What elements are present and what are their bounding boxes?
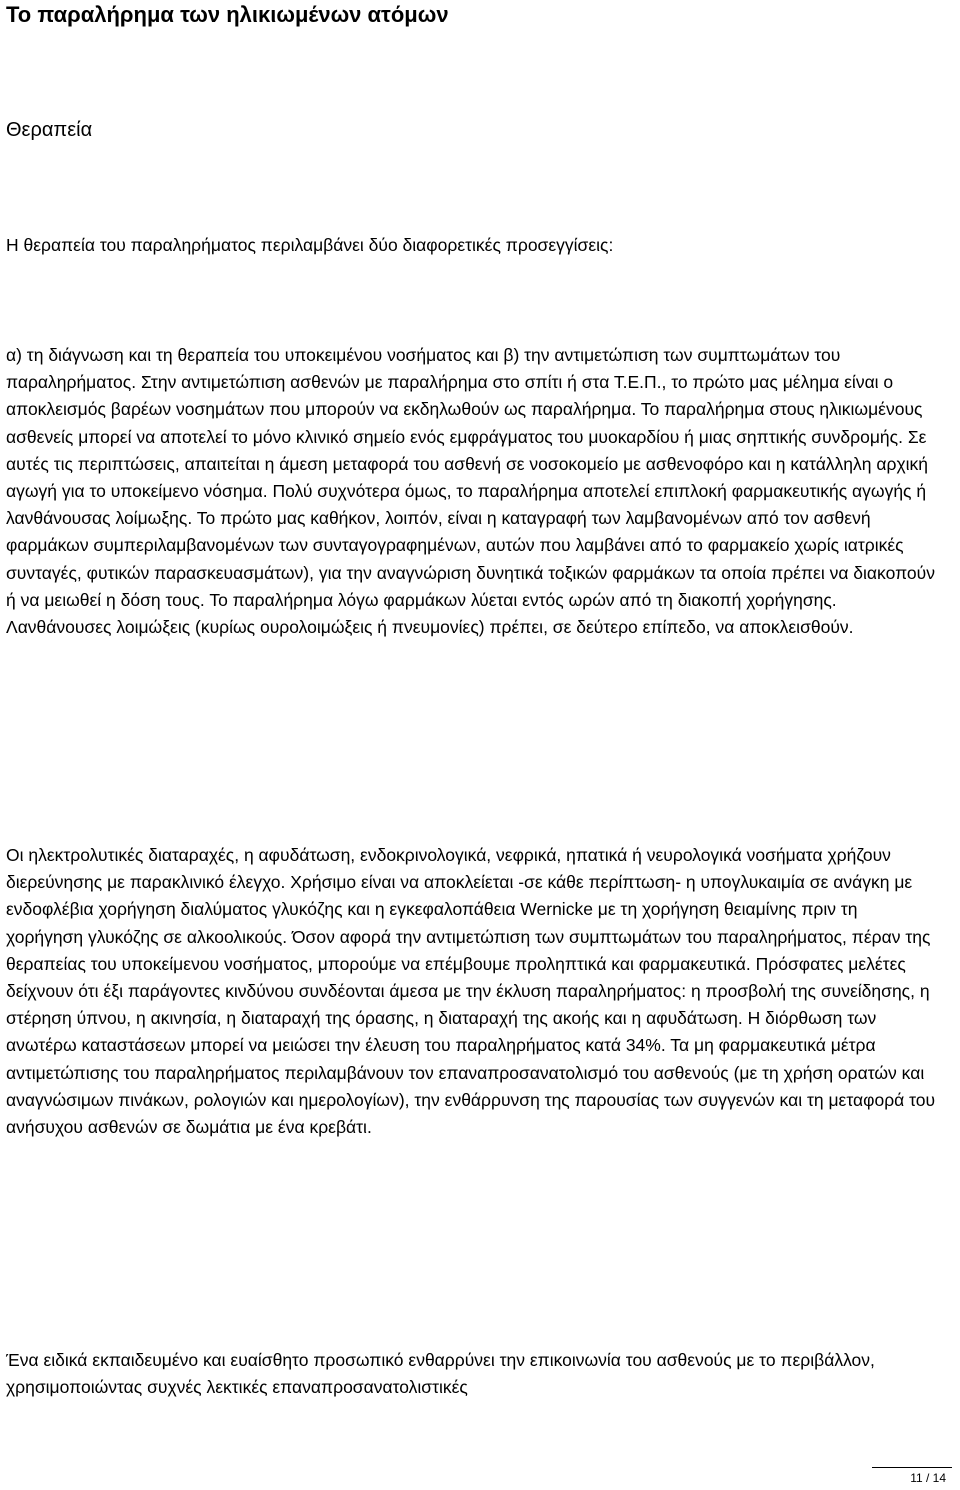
paragraph-treatment-approach: α) τη διάγνωση και τη θεραπεία του υποκειμένου νοσήματος και β) την αντιμετώπιση των συμπτωμάτων του παραληρήματος. Στην αντιμετώπιση ασθενών με παραλήρημα στο σπίτι ή στα Τ.Ε.Π., το πρώτο μας μέλημα είναι ο αποκλεισμός βαρέων νοσημάτων που μπορούν να εκδηλωθούν ως παραλήρημα. Το παραλήρημα στους ηλικιωμένους ασθενείς μπορεί να αποτελεί το μόνο κλινικό σημείο ενός εμφράγματος του μυοκαρδίου ή μιας σηπτικής συνδρομής. Σε αυτές τις περιπτώσεις, απαιτείται η άμεση μεταφορά του ασθενή σε νοσοκομείο με ασθενοφόρο και η κατάλληλη αρχική αγωγή για το υποκείμενο νόσημα. Πολύ συχνότερα όμως, το παραλήρημα αποτελεί επιπλοκή φαρμακευτικής αγωγής ή λανθάνουσας λοίμωξης. Το πρώτο μας καθήκον, λοιπόν, είναι η καταγραφή των λαμβανομένων από τον ασθενή φαρμάκων συμπεριλαμβανομένων των συνταγογραφημένων, αυτών που λαμβάνει από το φαρμακείο χωρίς ιατρικές συνταγές, φυτικών παρασκευασμάτων), για την αναγνώριση δυνητικά τοξικών φαρμάκων τα οποία πρέπει να διακοπούν ή να μειωθεί η δόση τους. Το παραλήρημα λόγω φαρμάκων λύεται εντός ωρών από τη διακοπή χορήγησης. Λανθάνουσες λοιμώξεις (κυρίως ουρολοιμώξεις ή πνευμονίες) πρέπει, σε δεύτερο επίπεδο, να αποκλεισθούν. [6,345,935,638]
page-number: 11 / 14 [910,1471,946,1485]
footer-rule [872,1467,952,1468]
paragraph-intro: Η θεραπεία του παραληρήματος περιλαμβάνει δύο διαφορετικές προσεγγίσεις: [6,235,614,255]
page-title: Το παραλήρημα των ηλικιωμένων ατόμων [6,2,449,27]
paragraph-staff-communication: Ένα ειδικά εκπαιδευμένο και ευαίσθητο προσωπικό ενθαρρύνει την επικοινωνία του ασθενούς με το περιβάλλον, χρησιμοποιώντας συχνές λεκτικές επαναπροσανατολιστικές [6,1350,875,1398]
paragraph-investigation-prevention: Οι ηλεκτρολυτικές διαταραχές, η αφυδάτωση, ενδοκρινολογικά, νεφρικά, ηπατικά ή νευρολογικά νοσήματα χρήζουν διερεύνησης με παρακλινικό έλεγχο. Χρήσιμο είναι να αποκλείεται -σε κάθε περίπτωση- η υπογλυκαιμία σε ανάγκη με ενδοφλέβια χορήγηση διαλύματος γλυκόζης και η εγκεφαλοπάθεια Wernicke με τη χορήγηση θειαμίνης πριν τη χορήγηση γλυκόζης σε αλκοολικούς. Όσον αφορά την αντιμετώπιση των συμπτωμάτων του παραληρήματος, πέραν της θεραπείας του υποκείμενου νοσήματος, μπορούμε να επέμβουμε προληπτικά και φαρμακευτικά. Πρόσφατες μελέτες δείχνουν ότι έξι παράγοντες κινδύνου συνδέονται άμεσα με την έκλυση παραληρήματος: η προσβολή της συνείδησης, η στέρηση ύπνου, η ακινησία, η διαταραχή της όρασης, η διαταραχή της ακοής και η αφυδάτωση. Η διόρθωση των ανωτέρω καταστάσεων μπορεί να μειώσει την έλευση του παραληρήματος κατά 34%. Τα μη φαρμακευτικά μέτρα αντιμετώπισης του παραληρήματος περιλαμβάνουν τον επαναπροσανατολισμό του ασθενούς (με τη χρήση ορατών και αναγνώσιμων πινάκων, ρολογιών και ημερολογίων), την ενθάρρυνση της παρουσίας των συγγενών και τη μεταφορά του ανήσυχου ασθενών σε δωμάτια με ένα κρεβάτι. [6,845,936,1138]
section-heading: Θεραπεία [6,119,93,141]
